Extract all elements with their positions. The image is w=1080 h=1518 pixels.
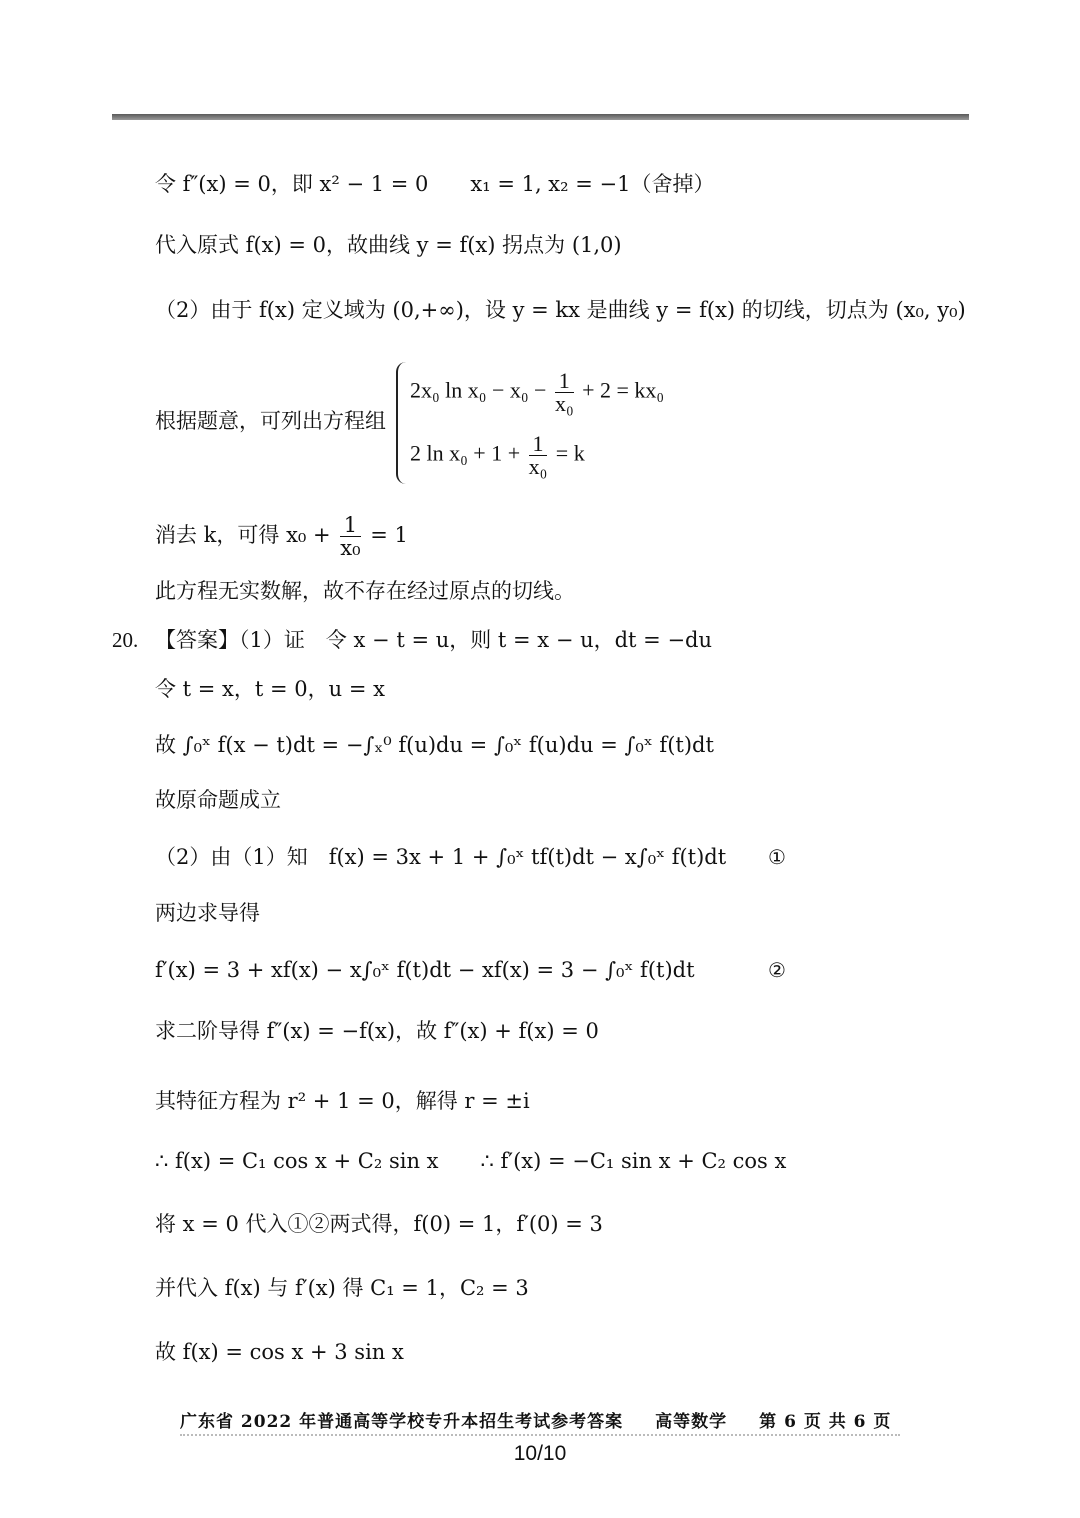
footer-page-info: 第 6 页 共 6 页 (759, 1412, 892, 1432)
system-intro: 根据题意，可列出方程组 (155, 409, 386, 433)
l5-fraction (340, 514, 360, 559)
text-line-8: 令 t = x，t = 0，u = x (155, 677, 385, 701)
text-line-6: 此方程无实数解，故不存在经过原点的切线。 (155, 579, 575, 603)
sys2-fraction (529, 433, 548, 478)
page-footer (180, 1407, 900, 1436)
sys2-left: 2 ln x₀ + 1 + (410, 440, 521, 466)
footer-title: 广东省 2022 年普通高等学校专升本招生考试参考答案 (180, 1412, 624, 1432)
sys1-right: + 2 = kx₀ (582, 377, 665, 403)
question-number: 20. (112, 628, 139, 652)
answer-heading: 【答案】（1）证 令 x − t = u，则 t = x − u，dt = −du (155, 628, 713, 652)
sys2-numerator: 1 (529, 433, 548, 456)
text-line-19: 故 f(x) = cos x + 3 sin x (155, 1340, 404, 1364)
sys1-left: 2x₀ ln x₀ − x₀ − (410, 377, 547, 403)
l5-denominator: x₀ (340, 536, 361, 560)
text-line-1: 令 f″(x) = 0，即 x² − 1 = 0 x₁ = 1, x₂ = −1（舍掉） (155, 172, 715, 196)
text-line-15: 其特征方程为 r² + 1 = 0，解得 r = ±i (155, 1089, 530, 1113)
text-line-12: 两边求导得 (155, 901, 260, 925)
sys1-numerator: 1 (555, 370, 574, 393)
system-brace (396, 362, 410, 484)
footer-subject: 高等数学 (655, 1412, 728, 1432)
sys1-denominator: x₀ (554, 391, 574, 416)
text-line-5 (155, 514, 408, 559)
sys2-right: = k (555, 440, 585, 466)
header-rule (112, 114, 969, 120)
text-line-9: 故 ∫₀ˣ f(x − t)dt = −∫ₓ⁰ f(u)du = ∫₀ˣ f(u)du = ∫₀ˣ f(t)dt (155, 733, 714, 757)
text-line-2: 代入原式 f(x) = 0，故曲线 y = f(x) 拐点为 (1,0) (155, 233, 622, 257)
text-line-14: 求二阶导得 f″(x) = −f(x)，故 f″(x) + f(x) = 0 (155, 1019, 599, 1043)
text-line-13: f′(x) = 3 + xf(x) − x∫₀ˣ f(t)dt − xf(x) = 3 − ∫₀ˣ f(t)dt (155, 958, 695, 982)
text-line-10: 故原命题成立 (155, 788, 281, 812)
sys1-fraction (555, 370, 574, 415)
text-line-18: 并代入 f(x) 与 f′(x) 得 C₁ = 1，C₂ = 3 (155, 1276, 529, 1300)
text-line-3: （2）由于 f(x) 定义域为 (0,+∞)，设 y = kx 是曲线 y = f(x) 的切线，切点为 (x₀, y₀) (155, 298, 966, 322)
text-line-17: 将 x = 0 代入①②两式得，f(0) = 1，f′(0) = 3 (155, 1212, 603, 1236)
page-counter: 10/10 (513, 1442, 567, 1465)
text-line-16: ∴ f(x) = C₁ cos x + C₂ sin x ∴ f′(x) = −C₁ sin x + C₂ cos x (155, 1149, 787, 1173)
l5-numerator: 1 (340, 514, 360, 537)
equation-marker-2: ② (768, 958, 786, 982)
system-equation-2 (410, 433, 585, 478)
text-line-11: （2）由（1）知 f(x) = 3x + 1 + ∫₀ˣ tf(t)dt − x∫₀ˣ f(t)dt (155, 845, 727, 869)
equation-marker-1: ① (768, 845, 786, 869)
sys2-denominator: x₀ (528, 454, 548, 479)
l5-left: 消去 k，可得 x₀ + (155, 523, 331, 547)
system-equation-1 (410, 370, 664, 415)
l5-right: = 1 (370, 523, 408, 547)
